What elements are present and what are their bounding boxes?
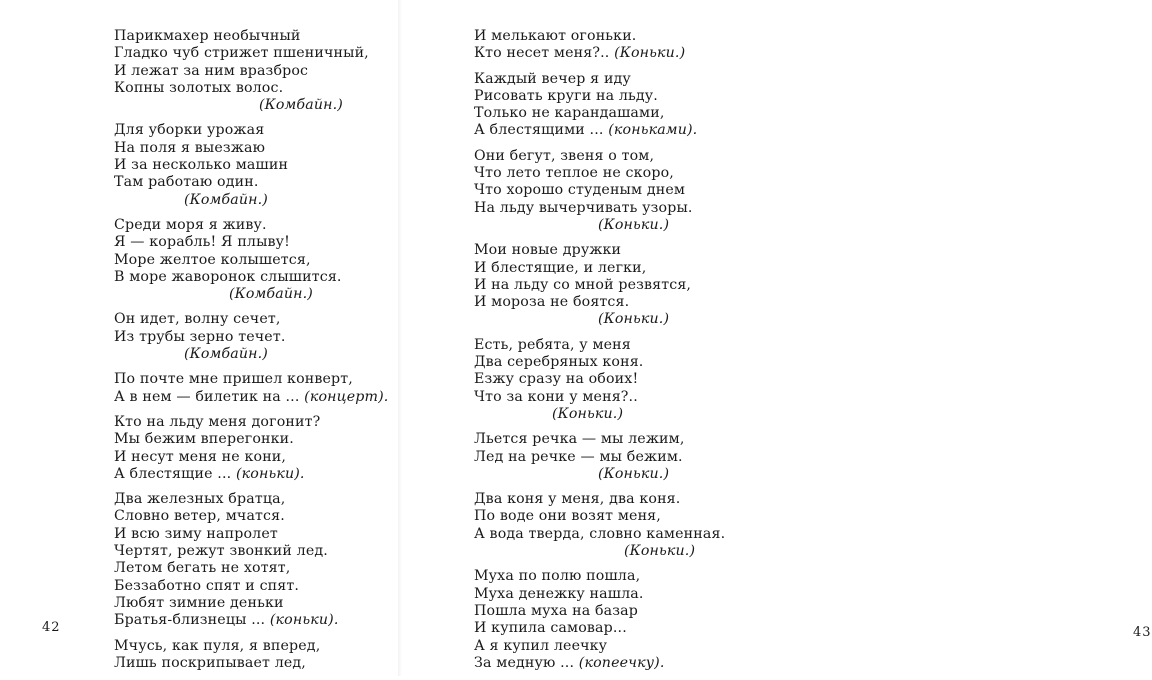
riddle-line [474, 620, 774, 637]
riddle-line [474, 389, 774, 406]
riddle-line-text: Есть, ребята, у меня [474, 336, 631, 353]
riddle-block [114, 311, 394, 363]
riddle-line [114, 508, 394, 525]
riddle-line [474, 431, 774, 448]
right-page-number: 43 [1133, 625, 1152, 640]
riddle-line [114, 217, 394, 234]
riddle-answer: (Комбайн.) [229, 286, 313, 303]
riddle-line-text: И блестящие, и легки, [474, 259, 647, 276]
riddle-line-text: А блестящие ... [114, 465, 232, 482]
riddle-line-text: И несут меня не кони, [114, 448, 287, 465]
riddle-line [474, 526, 774, 543]
riddle-block [474, 71, 774, 140]
riddle-line [474, 71, 774, 88]
left-page-number: 42 [42, 620, 61, 635]
riddle-line [474, 260, 774, 277]
riddle-line [114, 329, 394, 346]
riddle-line-text: Гладко чуб стрижет пшеничный, [114, 45, 369, 62]
riddle-line [114, 578, 394, 595]
riddle-answer: (Коньки.) [624, 543, 696, 560]
riddle-line [114, 595, 394, 612]
right-page [400, 0, 1152, 676]
riddle-line-text: Среди моря я живу. [114, 216, 267, 233]
riddle-line [114, 414, 394, 431]
riddle-line [114, 311, 394, 328]
riddle-line-text: Два коня у меня, два коня. [474, 491, 681, 508]
riddle-block [114, 414, 394, 483]
riddle-block [114, 28, 394, 114]
riddle-line-text: И лежат за ним вразброс [114, 62, 309, 79]
riddle-line-text: А блестящими ... [474, 122, 604, 139]
riddle-line-text: Что за кони у меня?.. [474, 388, 638, 405]
riddle-line-text: Летом бегать не хотят, [114, 560, 291, 577]
riddle-line [114, 431, 394, 448]
riddle-line [114, 526, 394, 543]
riddle-line [114, 655, 394, 672]
riddle-line-text: В море жаворонок слышится. [114, 268, 342, 285]
riddle-line [114, 466, 394, 483]
riddle-line-text: Копны золотых волос. [114, 79, 284, 96]
riddle-line-text: Каждый вечер я иду [474, 70, 631, 87]
riddle-answer: (коньками). [608, 122, 698, 139]
riddle-line-text: На поля я выезжаю [114, 139, 266, 156]
riddle-block [474, 568, 774, 672]
riddle-line-text: Лишь поскрипывает лед, [114, 654, 306, 671]
right-riddle-column [474, 28, 774, 680]
riddle-line-text: Кто несет меня?.. [474, 45, 610, 62]
riddle-line-text: Из трубы зерно течет. [114, 328, 286, 345]
riddle-line-text: Только не карандашами, [474, 105, 665, 122]
riddle-line-text: Лед на речке — мы бежим. [474, 448, 683, 465]
riddle-line [474, 277, 774, 294]
riddle-line-text: Рисовать круги на льду. [474, 87, 658, 104]
riddle-line [474, 242, 774, 259]
riddle-line [114, 543, 394, 560]
riddle-line [114, 80, 394, 97]
riddle-line [474, 568, 774, 585]
riddle-line-text: Муха денежку нашла. [474, 585, 644, 602]
riddle-line-text: На льду вычерчивать узоры. [474, 199, 693, 216]
riddle-block [474, 337, 774, 423]
riddle-line-text: Братья-близнецы ... [114, 612, 266, 629]
riddle-line-text: Я — корабль! Я плыву! [114, 234, 291, 251]
riddle-line-text: А в нем — билетик на ... [114, 388, 300, 405]
riddle-block [474, 28, 774, 63]
riddle-block [474, 431, 774, 483]
riddle-line [474, 371, 774, 388]
riddle-line [474, 294, 774, 311]
riddle-line-text: Они бегут, звеня о том, [474, 147, 655, 164]
riddle-block [114, 638, 394, 673]
riddle-line [114, 612, 394, 629]
riddle-block [114, 491, 394, 629]
riddle-answer: (Коньки.) [598, 465, 670, 482]
riddle-line [114, 157, 394, 174]
riddle-line-text: Мчусь, как пуля, я вперед, [114, 637, 321, 654]
riddle-line [114, 28, 394, 45]
riddle-answer: (Коньки.) [614, 45, 686, 62]
riddle-block [114, 217, 394, 303]
riddle-answer: (Коньки.) [598, 311, 670, 328]
riddle-line-text: И на льду со мной резвятся, [474, 276, 692, 293]
riddle-block [114, 122, 394, 208]
riddle-line [474, 603, 774, 620]
riddle-answer: (Коньки.) [598, 216, 670, 233]
riddle-line [474, 182, 774, 199]
riddle-line [474, 148, 774, 165]
riddle-line-text: Пошла муха на базар [474, 602, 638, 619]
riddle-line [114, 63, 394, 80]
riddle-line [474, 638, 774, 655]
riddle-line-text: И за несколько машин [114, 157, 289, 174]
riddle-line [114, 122, 394, 139]
left-page [0, 0, 400, 676]
riddle-line-text: Любят зимние деньки [114, 594, 284, 611]
riddle-block [114, 371, 394, 406]
riddle-line [114, 560, 394, 577]
riddle-line-text: Для уборки урожая [114, 122, 265, 139]
riddle-block [474, 148, 774, 234]
riddle-line-text: А вода тверда, словно каменная. [474, 525, 726, 542]
riddle-answer: (Коньки.) [552, 405, 624, 422]
riddle-line [114, 638, 394, 655]
riddle-line [114, 234, 394, 251]
riddle-line [474, 88, 774, 105]
riddle-line-text: Беззаботно спят и спят. [114, 577, 300, 594]
riddle-line-text: Муха по полю пошла, [474, 568, 641, 585]
riddle-line-text: Два железных братца, [114, 491, 286, 508]
riddle-answer: (концерт). [304, 388, 389, 405]
riddle-line-text: И мороза не боятся. [474, 294, 630, 311]
riddle-block [474, 242, 774, 328]
riddle-line [474, 337, 774, 354]
riddle-line-text: Два серебряных коня. [474, 354, 644, 371]
riddle-line [474, 122, 774, 139]
riddle-line-text: И всю зиму напролет [114, 525, 278, 542]
riddle-answer: (коньки). [235, 465, 305, 482]
riddle-line-text: Парикмахер необычный [114, 28, 301, 44]
riddle-line-text: По почте мне пришел конверт, [114, 371, 353, 388]
riddle-answer: (Комбайн.) [184, 346, 268, 363]
riddle-line-text: Мои новые дружки [474, 242, 622, 259]
riddle-line-text: Чертят, режут звонкий лед. [114, 543, 328, 560]
riddle-line-text: И мелькают огоньки. [474, 28, 637, 44]
riddle-line [114, 252, 394, 269]
riddle-line [114, 371, 394, 388]
riddle-line-text: Что лето теплое не скоро, [474, 165, 674, 182]
riddle-line-text: Словно ветер, мчатся. [114, 508, 285, 525]
riddle-block [474, 491, 774, 560]
riddle-line [474, 45, 774, 62]
riddle-line [474, 105, 774, 122]
riddle-line [474, 655, 774, 672]
riddle-line-text: Льется речка — мы лежим, [474, 431, 685, 448]
riddle-line-text: Там работаю один. [114, 174, 259, 191]
riddle-line-text: А я купил леечку [474, 637, 608, 654]
riddle-answer: (копеечку). [578, 654, 665, 671]
riddle-line-text: Кто на льду меня догонит? [114, 413, 321, 430]
riddle-line [474, 354, 774, 371]
riddle-line-text: За медную ... [474, 654, 575, 671]
riddle-line-text: Что хорошо студеным днем [474, 182, 686, 199]
riddle-line [474, 200, 774, 217]
left-riddle-column [114, 28, 394, 680]
riddle-line [114, 140, 394, 157]
riddle-answer: (Комбайн.) [259, 97, 343, 114]
riddle-line-text: Море желтое колышется, [114, 251, 311, 268]
riddle-line-text: Он идет, волну сечет, [114, 311, 281, 328]
riddle-line-text: Езжу сразу на обоих! [474, 371, 639, 388]
riddle-answer: (коньки). [269, 612, 339, 629]
riddle-line [474, 491, 774, 508]
riddle-line-text: По воде они возят меня, [474, 508, 661, 525]
riddle-line [114, 491, 394, 508]
riddle-line [114, 269, 394, 286]
riddle-line [474, 586, 774, 603]
riddle-answer: (Комбайн.) [184, 191, 268, 208]
riddle-line [114, 45, 394, 62]
riddle-line [114, 174, 394, 191]
riddle-line [114, 389, 394, 406]
riddle-line-text: Мы бежим вперегонки. [114, 431, 294, 448]
riddle-line [114, 449, 394, 466]
riddle-line [474, 508, 774, 525]
riddle-line [474, 449, 774, 466]
riddle-line [474, 165, 774, 182]
riddle-line [474, 28, 774, 45]
riddle-line-text: И купила самовар... [474, 620, 627, 637]
